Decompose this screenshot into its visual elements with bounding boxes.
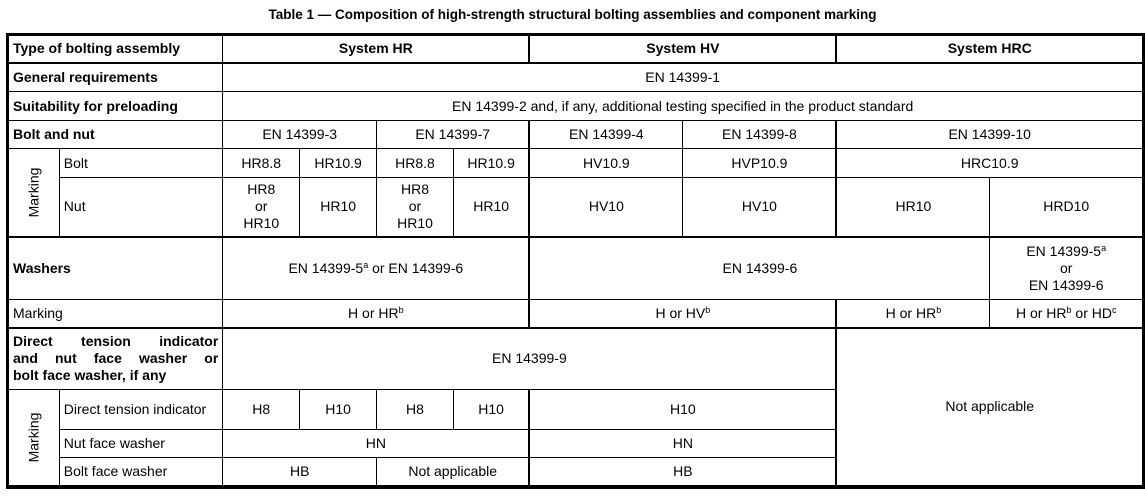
bolt-mark-hr88-a: HR8.8 (223, 149, 300, 178)
dti-mark-hv-h10: H10 (529, 390, 836, 430)
dti-mark-h8-a: H8 (223, 390, 300, 430)
washer-marking-hr: H or $HR^b$ (223, 300, 530, 328)
nut-marking-label: Nut (59, 178, 223, 237)
dti-row (9, 328, 1143, 390)
washers-hr-part2: or EN 14399-6 (368, 259, 464, 276)
dti-mark-h10-b: H10 (453, 390, 529, 430)
general-requirements-row (9, 63, 1143, 92)
suitability-row (9, 92, 1143, 121)
dti-label-line3: bolt face washer, if any (13, 367, 167, 384)
bolt-mark-hv109: HV10.9 (529, 149, 683, 178)
marking-side-label-2 (9, 390, 60, 486)
footnote-ref: c (1111, 304, 1117, 315)
dti-label-line2: and nut face washer or (13, 350, 219, 367)
header-system-hr: System HR (223, 36, 530, 63)
marking-side-label (9, 149, 60, 237)
washer-marking-label: Marking (9, 300, 223, 328)
composition-table-frame (6, 33, 1145, 489)
washers-row (9, 237, 1143, 300)
header-system-hrc: System HRC (836, 36, 1142, 63)
bolt-and-nut-hr-b: EN 14399-7 (377, 121, 530, 149)
nut-face-washer-hv: HN (529, 430, 836, 458)
marking-side-text-2: Marking (25, 412, 42, 463)
bolt-and-nut-hrc: EN 14399-10 (836, 121, 1142, 149)
bolt-and-nut-hr-a: EN 14399-3 (223, 121, 377, 149)
nut-mark-hr8-or-hr10-b (377, 178, 454, 237)
nut-marking-row (9, 178, 1143, 237)
composition-table (8, 35, 1143, 486)
bolt-mark-hr109-b: HR10.9 (453, 149, 529, 178)
washer-marking-hrc-b: H or $HR^b$ or $HD^c$ (990, 300, 1143, 328)
washers-hrd-line3: EN 14399-6 (1028, 276, 1104, 293)
nut-mark-hr10-b: HR10 (453, 178, 529, 237)
bolt-face-washer-hr-b: Not applicable (377, 458, 530, 486)
nut-mark-hr10-hrc: HR10 (836, 178, 989, 237)
general-requirements-label: General requirements (9, 63, 223, 92)
footnote-ref: b (1066, 304, 1072, 315)
header-type-label: Type of bolting assembly (9, 36, 223, 63)
washers-hr (223, 237, 530, 300)
nut-mark-line: HR8 (247, 181, 276, 198)
bolt-mark-hr109-a: HR10.9 (300, 149, 377, 178)
general-requirements-value: EN 14399-1 (223, 63, 1143, 92)
washer-marking-hrc-a: H or $HR^b$ (836, 300, 989, 328)
washers-label: Washers (9, 237, 223, 300)
dti-label-line1: Direct tension indicator (13, 333, 219, 350)
nut-mark-line: HR8 (400, 181, 429, 198)
nut-mark-hr8-or-hr10-a (223, 178, 300, 237)
nut-mark-hr10-a: HR10 (300, 178, 377, 237)
footnote-ref: a (1101, 242, 1107, 253)
bolt-and-nut-hv-a: EN 14399-4 (529, 121, 683, 149)
table-caption: Table 1 — Composition of high-strength structural bolting assemblies and component marking (268, 7, 877, 22)
bolt-mark-hvp109: HVP10.9 (683, 149, 837, 178)
washers-hrd-line1: EN 14399-5$^a$ (1026, 242, 1107, 259)
washer-marking-row (9, 300, 1143, 328)
dti-marking-label: Direct tension indicator (59, 390, 223, 430)
dti-label (9, 328, 223, 390)
nut-face-washer-label: Nut face washer (59, 430, 223, 458)
footnote-ref: b (936, 304, 942, 315)
bolt-mark-hr88-b: HR8.8 (377, 149, 454, 178)
header-row (9, 36, 1143, 63)
header-system-hv: System HV (529, 36, 836, 63)
dti-hrc-not-applicable: Not applicable (836, 328, 1142, 486)
washers-hv: EN 14399-6 (529, 237, 990, 300)
nut-mark-line: or (255, 198, 268, 215)
bolt-marking-row (9, 149, 1143, 178)
bolt-and-nut-label: Bolt and nut (9, 121, 223, 149)
dti-value: EN 14399-9 (223, 328, 837, 390)
nut-mark-hrd10: HRD10 (990, 178, 1143, 237)
nut-mark-line: HR10 (397, 215, 433, 232)
footnote-ref: b (398, 304, 404, 315)
bolt-face-washer-hr-a: HB (223, 458, 377, 486)
bolt-marking-label: Bolt (59, 149, 223, 178)
bolt-face-washer-hv: HB (529, 458, 836, 486)
footnote-ref: b (705, 304, 711, 315)
bolt-and-nut-hv-b: EN 14399-8 (683, 121, 837, 149)
dti-mark-h10-a: H10 (300, 390, 377, 430)
washers-hr-part1: EN 14399-5 (288, 259, 364, 276)
footnote-ref: a (363, 259, 369, 270)
nut-mark-line: or (408, 198, 422, 215)
nut-mark-hv10-a: HV10 (529, 178, 683, 237)
suitability-label: Suitability for preloading (9, 92, 223, 121)
bolt-face-washer-label: Bolt face washer (59, 458, 223, 486)
nut-face-washer-hr: HN (223, 430, 530, 458)
marking-side-text: Marking (25, 167, 42, 218)
washers-hrd (990, 237, 1143, 300)
nut-mark-hv10-b: HV10 (683, 178, 837, 237)
washers-hrd-line2: or (1059, 259, 1073, 276)
washer-marking-hv: H or $HV^b$ (529, 300, 836, 328)
bolt-and-nut-row (9, 121, 1143, 149)
bolt-mark-hrc109: HRC10.9 (836, 149, 1142, 178)
suitability-value: EN 14399-2 and, if any, additional testing specified in the product standard (223, 92, 1143, 121)
nut-mark-line: HR10 (243, 215, 280, 232)
dti-mark-h8-b: H8 (377, 390, 454, 430)
